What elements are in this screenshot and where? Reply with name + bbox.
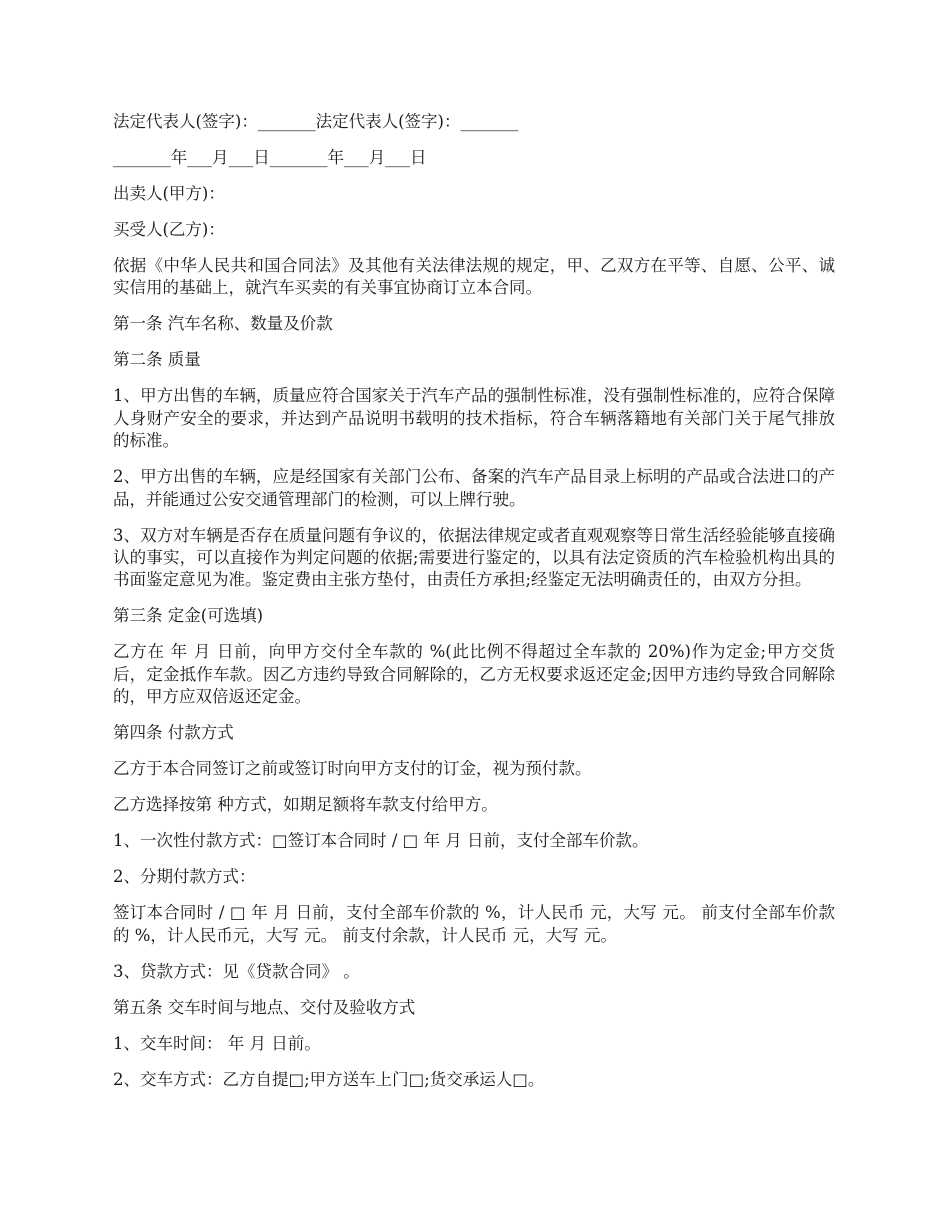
article-4-prepayment: 乙方于本合同签订之前或签订时向甲方支付的订金，视为预付款。: [113, 759, 592, 779]
article-4-lump-sum: 1、一次性付款方式：□签订本合同时 / □ 年 月 日前，支付全部车价款。: [113, 831, 649, 851]
buyer-line: 买受人(乙方)：: [113, 220, 225, 239]
signature-line: 法定代表人(签字)：_______法定代表人(签字)：_______: [113, 112, 519, 131]
date-line: _______年___月___日_______年___月___日: [113, 148, 427, 167]
article-5-heading: 第五条 交车时间与地点、交付及验收方式: [113, 997, 416, 1017]
article-2-clause-3: 3、双方对车辆是否存在质量问题有争议的，依据法律规定或者直观观察等日常生活经验能够直接确认的事实，可以直接作为判定问题的依据;需要进行鉴定的，以具有法定资质的汽车检验机构出具的书面鉴定意见为准。鉴定费由主张方垫付，由责任方承担;经鉴定无法明确责任的，由双方分担。: [113, 525, 835, 590]
article-2-heading: 第二条 质量: [113, 350, 201, 370]
preamble-paragraph: 依据《中华人民共和国合同法》及其他有关法律法规的规定，甲、乙双方在平等、自愿、公平、诚实信用的基础上，就汽车买卖的有关事宜协商订立本合同。: [113, 256, 835, 298]
article-4-installment-heading: 2、分期付款方式：: [113, 867, 256, 887]
article-2-clause-2: 2、甲方出售的车辆，应是经国家有关部门公布、备案的汽车产品目录上标明的产品或合法进口的产品，并能通过公安交通管理部门的检测，可以上牌行驶。: [113, 467, 835, 509]
article-2-clause-1: 1、甲方出售的车辆，质量应符合国家关于汽车产品的强制性标准，没有强制性标准的，应符合保障人身财产安全的要求，并达到产品说明书载明的技术指标，符合车辆落籍地有关部门关于尾气排放的标准。: [113, 386, 835, 451]
contract-document: [113, 111, 835, 1105]
article-4-method-choice: 乙方选择按第 种方式，如期足额将车款支付给甲方。: [113, 795, 498, 815]
seller-line: 出卖人(甲方)：: [113, 184, 225, 203]
article-1-heading: 第一条 汽车名称、数量及价款: [113, 314, 333, 334]
article-4-heading: 第四条 付款方式: [113, 723, 234, 743]
article-5-delivery-method: 2、交车方式：乙方自提□;甲方送车上门□;货交承运人□。: [113, 1069, 545, 1089]
article-5-delivery-time: 1、交车时间： 年 月 日前。: [113, 1033, 321, 1053]
article-3-heading: 第三条 定金(可选填): [113, 606, 264, 626]
article-4-installment-body: 签订本合同时 / □ 年 月 日前，支付全部车价款的 %，计人民币 元，大写 元。 前支付全部车价款的 %，计人民币元，大写 元。 前支付余款，计人民币 元，大写 元。: [113, 903, 835, 945]
article-4-loan: 3、贷款方式：见《贷款合同》 。: [113, 961, 360, 981]
article-3-body: 乙方在 年 月 日前，向甲方交付全车款的 %(此比例不得超过全车款的 20%)作为定金;甲方交货后，定金抵作车款。因乙方违约导致合同解除的，乙方无权要求返还定金;因甲方违约导致合同解除的，甲方应双倍返还定金。: [113, 642, 835, 707]
